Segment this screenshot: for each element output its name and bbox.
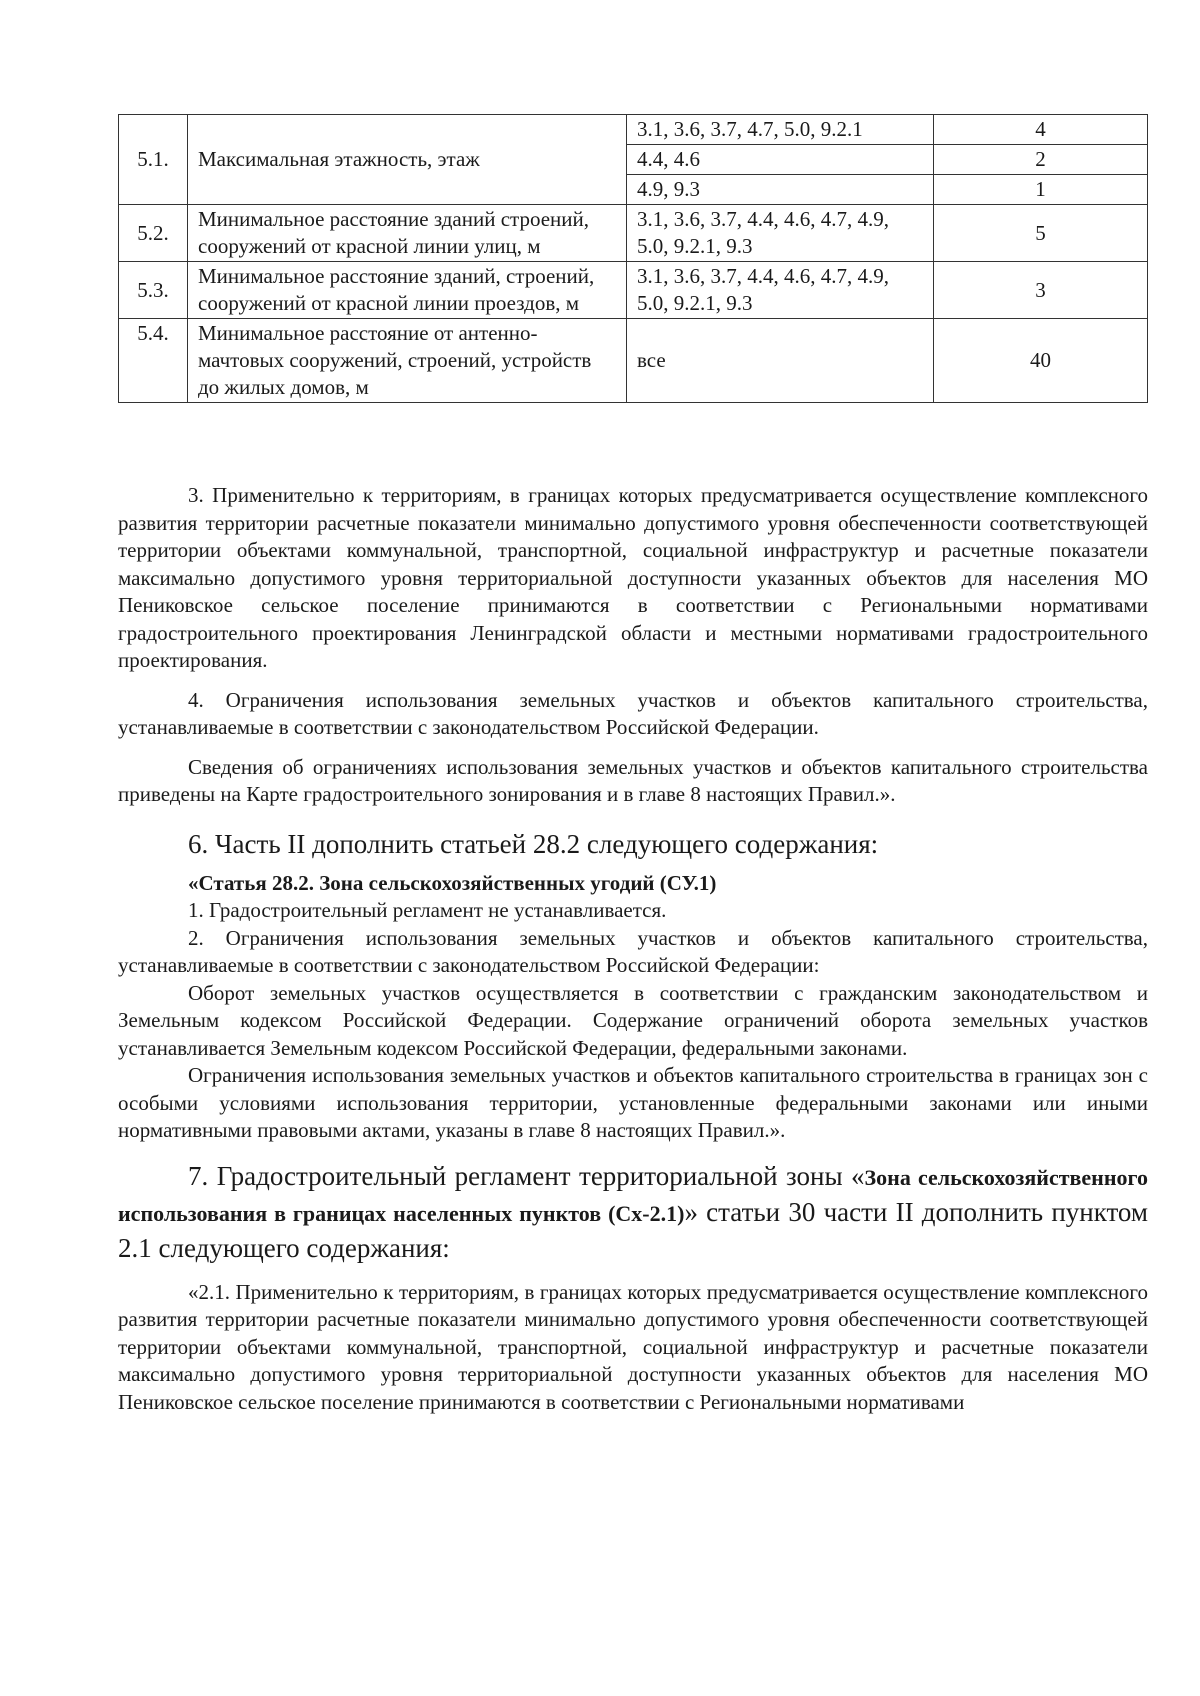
row-value: 5: [934, 205, 1148, 262]
row-use-codes: все: [627, 319, 934, 403]
paragraph-2-1: «2.1. Применительно к территориям, в границах которых предусматривается осуществление комплексного развития территории расчетные показатели минимально допустимого уровня обеспеченности соответствующей территории объектами коммунальной, транспортной, социальной инфраструктур и расчетные показатели максимально допустимого уровня территориальной доступности указанных объектов для населения МО Пениковское сельское поселение принимаются в соответствии с Региональными нормативами: [118, 1279, 1148, 1414]
row-parameter-name: Минимальное расстояние зданий строений, сооружений от красной линии улиц, м: [188, 205, 627, 262]
section-6-heading: 6. Часть II дополнить статьей 28.2 следующего содержания:: [188, 828, 879, 859]
row-use-codes: 3.1, 3.6, 3.7, 4.4, 4.6, 4.7, 4.9, 5.0, 9.2.1, 9.3: [627, 205, 934, 262]
row-value: 4: [934, 115, 1148, 145]
table-row: [119, 319, 1148, 403]
article-item-2: 2. Ограничения использования земельных участков и объектов капитального строительства, устанавливаемые в соответствии с законодательством Российской Федерации:: [118, 925, 1148, 977]
row-value: 1: [934, 175, 1148, 205]
section-7-prefix: 7. Градостроительный регламент территориальной зоны «: [188, 1160, 865, 1191]
row-parameter-name: Минимальное расстояние зданий, строений, сооружений от красной линии проездов, м: [188, 262, 627, 319]
row-value: 3: [934, 262, 1148, 319]
row-use-codes: 4.4, 4.6: [627, 145, 934, 175]
row-number: 5.1.: [119, 115, 188, 205]
article-28-2-title: «Статья 28.2. Зона сельскохозяйственных угодий (СУ.1): [188, 870, 717, 895]
row-use-codes: 3.1, 3.6, 3.7, 4.7, 5.0, 9.2.1: [627, 115, 934, 145]
paragraph-4: 4. Ограничения использования земельных участков и объектов капитального строительства, устанавливаемые в соответствии с законодательством Российской Федерации.: [118, 687, 1148, 739]
section-7-zone-name: Зона сельскохозяйственного использования в границах населенных пунктов (Сх-2.1): [118, 1164, 1148, 1226]
row-parameter-name: Минимальное расстояние от антенно-мачтовых сооружений, строений, устройств до жилых домов, м: [188, 319, 627, 403]
section-7-suffix: » статьи 30 части II дополнить пунктом 2.1 следующего содержания:: [118, 1196, 1149, 1263]
section-7-heading: [118, 1159, 1148, 1265]
row-value: 2: [934, 145, 1148, 175]
document-body: [118, 482, 1148, 1416]
paragraph-restrictions-info: Сведения об ограничениях использования земельных участков и объектов капитального строительства приведены на Карте градостроительного зонирования и в главе 8 настоящих Правил.».: [118, 754, 1148, 806]
paragraph-3: 3. Применительно к территориям, в границах которых предусматривается осуществление комплексного развития территории расчетные показатели минимально допустимого уровня обеспеченности соответствующей территории объектами коммунальной, транспортной, социальной инфраструктур и расчетные показатели максимально допустимого уровня территориальной доступности указанных объектов для населения МО Пениковское сельское поселение принимаются в соответствии с Региональными нормативами градостроительного проектирования Ленинградской области и местными нормативами градостроительного проектирования.: [118, 483, 1148, 672]
article-land-turnover: Оборот земельных участков осуществляется в соответствии с гражданским законодательством и Земельным кодексом Российской Федерации. Содержание ограничений оборота земельных участков устанавливается Земельным кодексом Российской Федерации, федеральными законами.: [118, 980, 1148, 1060]
regulation-table: [118, 114, 1148, 403]
row-use-codes: 3.1, 3.6, 3.7, 4.4, 4.6, 4.7, 4.9, 5.0, 9.2.1, 9.3: [627, 262, 934, 319]
article-zone-restrictions: Ограничения использования земельных участков и объектов капитального строительства в границах зон с особыми условиями использования территории, установленные федеральными законами или иными нормативными правовыми актами, указаны в главе 8 настоящих Правил.».: [118, 1063, 1148, 1142]
row-use-codes: 4.9, 9.3: [627, 175, 934, 205]
table-row: [119, 115, 1148, 145]
table-row: [119, 205, 1148, 262]
row-number: 5.3.: [119, 262, 188, 319]
row-number: 5.4.: [119, 319, 188, 403]
row-number: 5.2.: [119, 205, 188, 262]
table-row: [119, 262, 1148, 319]
row-value: 40: [934, 319, 1148, 403]
row-parameter-name: Максимальная этажность, этаж: [188, 115, 627, 205]
article-item-1: 1. Градостроительный регламент не устанавливается.: [188, 898, 667, 922]
